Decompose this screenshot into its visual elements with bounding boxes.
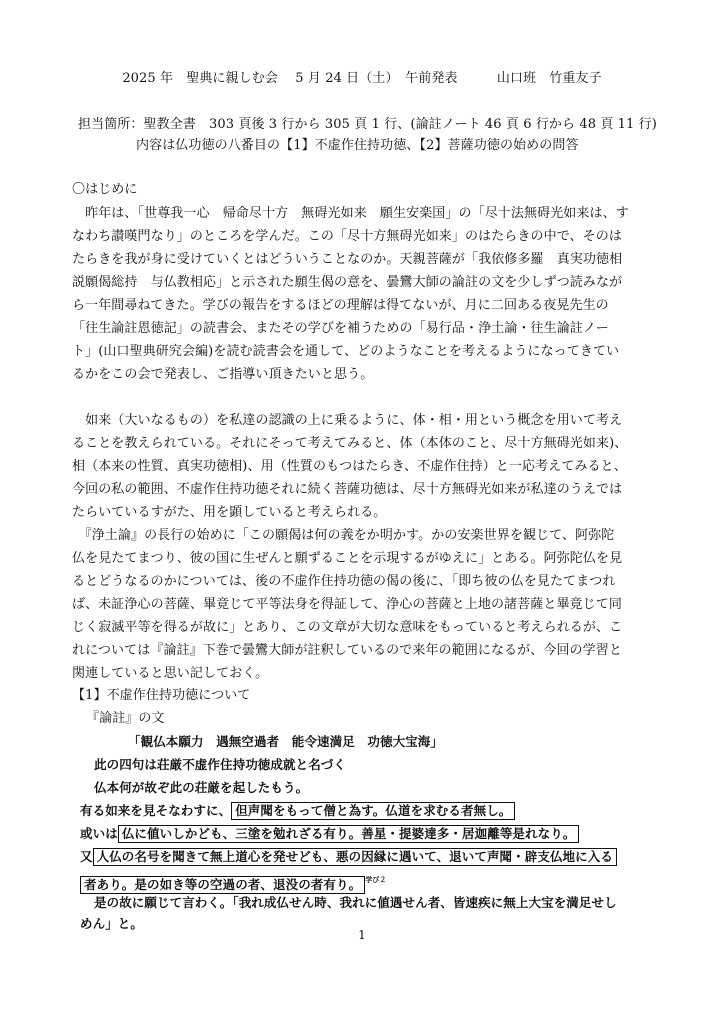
commentary-line: 是の故に願じて言わく。「我れ成仏せん時、我れに値遇せん者、皆速疾に無上大宝を満足せし	[94, 895, 617, 910]
intro-p2-line: るとどうなるのかについては、後の不虚作住持功徳の偈の後に、「即ち彼の仏を見たてまつれ	[72, 574, 616, 589]
commentary-line	[80, 849, 670, 865]
intro-p2-line: れについては『論註』下巻で曇鸞大師が註釈しているので来年の範囲になるが、今回の学習と	[72, 643, 622, 658]
intro-p2-line: ることを教えられている。それにそって考えてみると、体（本体のこと、尽十方無碍光如来)、	[72, 436, 628, 451]
commentary-line	[80, 872, 670, 893]
intro-p1-line: 説願偈総持 与仏教相応」と示された願生偈の意を、曇鸞大師の論註の文を少しずつ読みなが	[72, 275, 623, 290]
boxed-passage: 者あり。是の如き等の空過の者、退没の者有り。	[80, 876, 365, 894]
intro-p1-line: なわち讃嘆門なり」のところを学んだ。この「尽十方無碍光如来」のはたらきの中で、そのは	[72, 229, 622, 244]
commentary-line	[80, 826, 670, 842]
commentary-line	[80, 803, 670, 819]
assigned-range: 担当箇所：聖教全書 303 頁後 3 行から 305 頁 1 行、(論註ノート 46 頁 6 行から 48 頁 11 行)	[78, 117, 657, 132]
intro-p2-line: 『浄土論』の長行の始めに「この願偈は何の義をか明かす。かの安楽世界を観じて、阿弥陀	[72, 528, 615, 543]
intro-p1-line: 「往生論註恩徳記」の読書会、またその学びを補うための「易行品・浄土論・往生論註ノー	[72, 321, 609, 336]
section-subheading: 『論註』の文	[86, 711, 165, 726]
intro-p1-line: 昨年は、「世尊我一心 帰命尽十方 無碍光如来 願生安楽国」の「尽十法無碍光如来は、す	[72, 206, 629, 221]
intro-heading: 〇はじめに	[72, 182, 138, 197]
page-number: 1	[358, 928, 366, 942]
commentary-line: めん」と。	[80, 916, 144, 931]
section-heading: 【1】不虚作住持功徳について	[72, 688, 251, 703]
intro-p2-line: 今回の私の範囲、不虚作住持功徳それに続く菩薩功徳は、尽十方無碍光如来が私達のうえでは	[72, 482, 623, 497]
intro-p2-line: じく寂滅平等を得るが故に」とあり、この文章が大切な意味をもっていると考えられるが、こ	[72, 620, 623, 635]
margin-note: 学び２	[365, 876, 387, 884]
intro-p1-line: ト」(山口聖典研究会編)を読む読書会を通して、どのようなことを考えるようになってきてい	[72, 344, 620, 359]
commentary-line: 此の四句は荘厳不虚作住持功徳成就と名づく	[94, 757, 347, 772]
commentary-line: 仏本何が故ぞ此の荘厳を起したもう。	[94, 780, 309, 795]
intro-p2-line: 仏を見たてまつり、彼の国に生ぜんと願ずることを示現するがゆえに」とある。阿弥陀仏を見	[72, 551, 623, 566]
verse-quote: 「観仏本願力 遇無空過者 能令速満足 功徳大宝海」	[128, 734, 444, 749]
document-header: 2025 年 聖典に親しむ会 5 月 24 日（土） 午前発表 山口班 竹重友子	[122, 71, 602, 86]
intro-p1-line: たらきを我が身に受けていくとはどういうことなのか。天親菩薩が「我依修多羅 真実功徳相	[72, 252, 623, 267]
boxed-passage: 仏に値いしかども、三塗を勉れざる有り。善星・提婆達多・居迦離等是れなり。	[118, 825, 580, 843]
commentary-text: 又	[80, 849, 93, 864]
intro-p2-line: たらいているすがた、用を顕していると考えられる。	[72, 505, 387, 520]
boxed-passage: 但声聞をもって僧と為す。仏道を求むる者無し。	[231, 802, 515, 820]
intro-p1-line: るかをこの会で発表し、ご指導い頂きたいと思う。	[72, 367, 374, 382]
commentary-text: 有る如来を見そなわすに、	[80, 803, 232, 818]
boxed-passage: 人仏の名号を聞きて無上道心を発せども、悪の因縁に遇いて、退いて声聞・辟支仏地に入る	[93, 848, 617, 866]
commentary-text: 或いは	[80, 826, 118, 841]
content-summary: 内容は仏功徳の八番目の【1】不虚作住持功徳、【2】菩薩功徳の始めの問答	[136, 138, 579, 153]
intro-p2-line: ば、未証浄心の菩薩、畢竟じて平等法身を得証して、浄心の菩薩と上地の諸菩薩と畢竟じて同	[72, 597, 622, 612]
intro-p2-line: 如来（大いなるもの）を私達の認識の上に乗るように、体・相・用という概念を用いて考え	[72, 413, 623, 428]
intro-p2-line: 相（本来の性質、真実功徳相)、用（性質のもつはたらき、不虚作住持）と一応考えてみると、	[72, 459, 627, 474]
intro-p2-line: 関連していると思い記しておく。	[72, 666, 269, 681]
intro-p1-line: ら一年間尋ねてきた。学びの報告をするほどの理解は得てないが、月に二回ある夜晃先生の	[72, 298, 609, 313]
